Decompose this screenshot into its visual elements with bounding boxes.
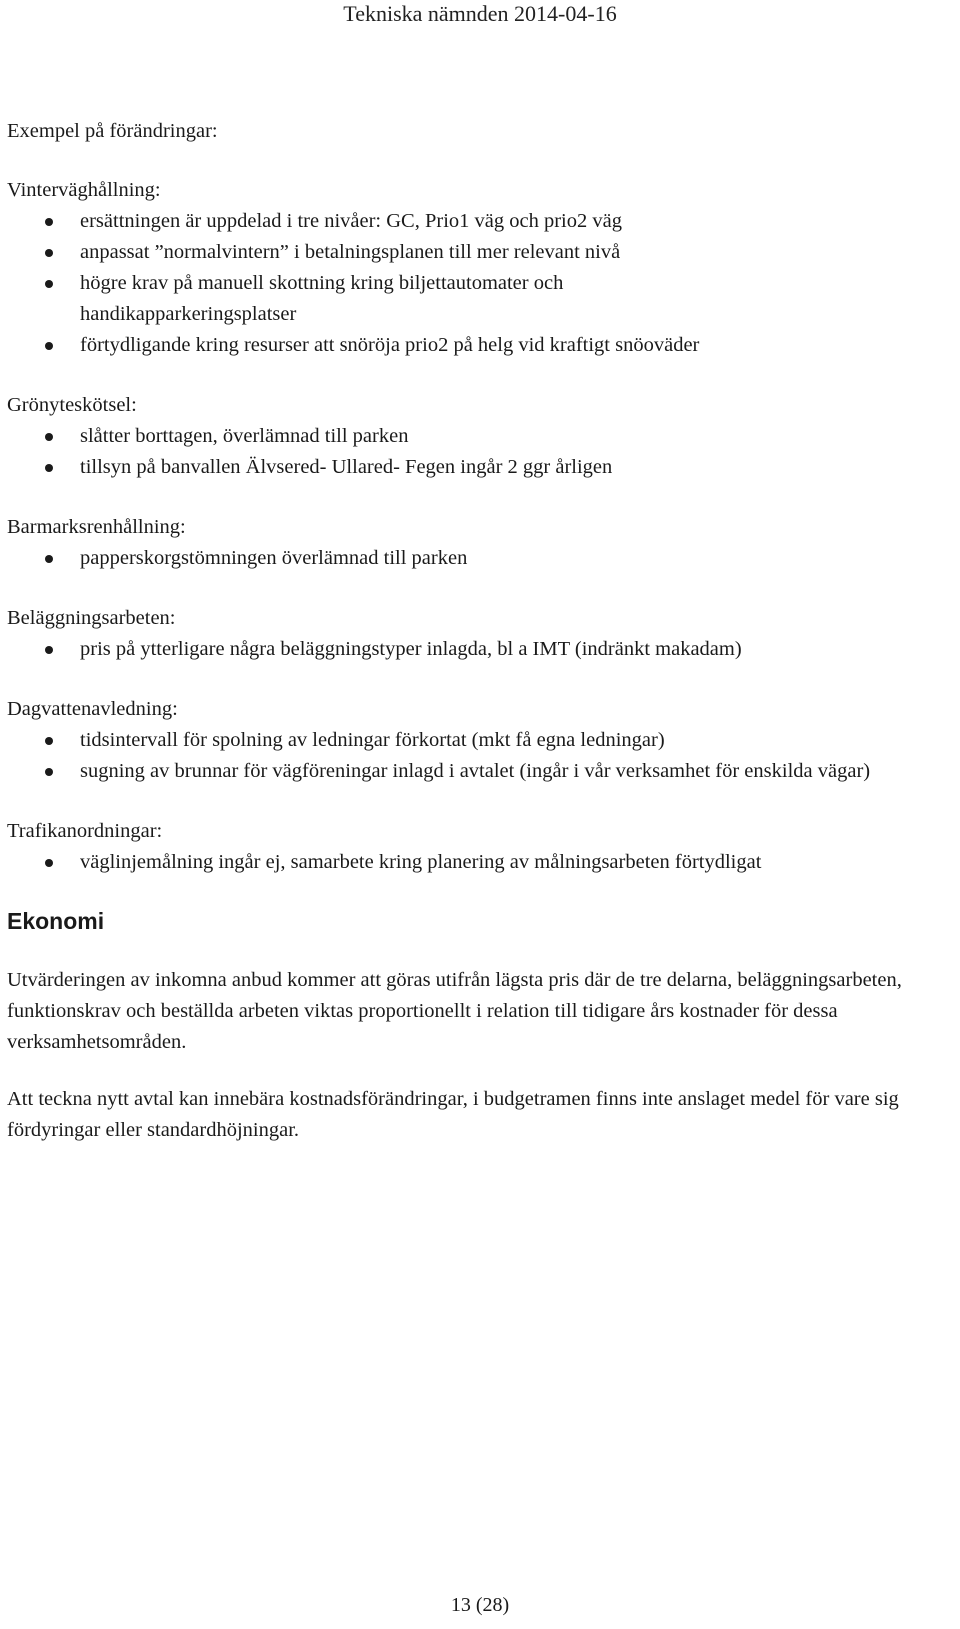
list-item-text: ersättningen är uppdelad i tre nivåer: GC, Prio1 väg och prio2 väg	[80, 210, 622, 232]
section-gronyteskotsel	[7, 390, 957, 483]
bullet-icon	[45, 218, 53, 226]
list-item-text: slåtter borttagen, överlämnad till parken	[80, 425, 409, 447]
section-heading: Dagvattenavledning:	[7, 698, 178, 720]
bullet-icon	[45, 249, 53, 257]
list-item	[7, 634, 957, 665]
list-item-text: förtydligande kring resurser att snöröja prio2 på helg vid kraftigt snöoväder	[80, 334, 700, 356]
bullet-icon	[45, 737, 53, 745]
bullet-icon	[45, 464, 53, 472]
bullet-icon	[45, 768, 53, 776]
bullet-list	[7, 634, 957, 665]
list-item	[7, 330, 957, 361]
bullet-list	[7, 421, 957, 483]
section-heading: Beläggningsarbeten:	[7, 607, 176, 629]
economy-paragraph: Att teckna nytt avtal kan innebära kostnadsförändringar, i budgetramen finns inte anslaget medel för vare sig fördyringar eller standardhöjningar.	[7, 1088, 899, 1141]
section-heading: Grönyteskötsel:	[7, 394, 137, 416]
list-item-text: tidsintervall för spolning av ledningar förkortat (mkt få egna ledningar)	[80, 729, 665, 751]
list-item	[7, 847, 957, 878]
section-heading: Barmarksrenhållning:	[7, 516, 186, 538]
bullet-list	[7, 725, 957, 787]
section-heading: Trafikanordningar:	[7, 820, 163, 842]
list-item-text: sugning av brunnar för vägföreningar inlagd i avtalet (ingår i vår verksamhet för enskilda vägar)	[80, 760, 871, 782]
bullet-icon	[45, 646, 53, 654]
section-heading: Vinterväghållning:	[7, 179, 161, 201]
list-item-text: pris på ytterligare några beläggningstyper inlagda, bl a IMT (indränkt makadam)	[80, 638, 742, 660]
bullet-icon	[45, 555, 53, 563]
economy-paragraph: Utvärderingen av inkomna anbud kommer att göras utifrån lägsta pris där de tre delarna, beläggningsarbeten, funktionskrav och beställda arbeten viktas proportionellt i relation till tidigare års kostnader för dessa verksamhetsområden.	[7, 969, 902, 1053]
header-title: Tekniska nämnden 2014-04-16	[343, 1, 617, 26]
list-item	[7, 452, 957, 483]
list-item	[7, 543, 957, 574]
list-item-text: anpassat ”normalvintern” i betalningsplanen till mer relevant nivå	[80, 241, 621, 263]
intro-text: Exempel på förändringar:	[7, 120, 218, 142]
bullet-icon	[45, 280, 53, 288]
list-item	[7, 237, 957, 268]
list-item-text: högre krav på manuell skottning kring biljettautomater och handikapparkeringsplatser	[80, 272, 564, 325]
page-header	[0, 0, 960, 27]
list-item-text: papperskorgstömningen överlämnad till parken	[80, 547, 468, 569]
list-item-text: väglinjemålning ingår ej, samarbete kring planering av målningsarbeten förtydligat	[80, 851, 762, 873]
list-item	[7, 421, 957, 452]
economy-heading: Ekonomi	[7, 908, 105, 934]
list-item	[7, 725, 957, 756]
section-barmarksrenhallning	[7, 512, 957, 574]
bullet-list	[7, 206, 957, 361]
section-belaggningsarbeten	[7, 603, 957, 665]
page-number: 13 (28)	[450, 1594, 510, 1616]
section-trafikanordningar	[7, 816, 957, 878]
page-footer	[0, 1593, 960, 1617]
document-body	[7, 116, 957, 1172]
bullet-icon	[45, 342, 53, 350]
bullet-icon	[45, 859, 53, 867]
bullet-list	[7, 543, 957, 574]
list-item	[7, 206, 957, 237]
bullet-icon	[45, 433, 53, 441]
section-vintervaghallning	[7, 175, 957, 361]
bullet-list	[7, 847, 957, 878]
list-item-text: tillsyn på banvallen Älvsered- Ullared- Fegen ingår 2 ggr årligen	[80, 456, 613, 478]
section-dagvattenavledning	[7, 694, 957, 787]
list-item	[7, 268, 957, 330]
list-item	[7, 756, 957, 787]
